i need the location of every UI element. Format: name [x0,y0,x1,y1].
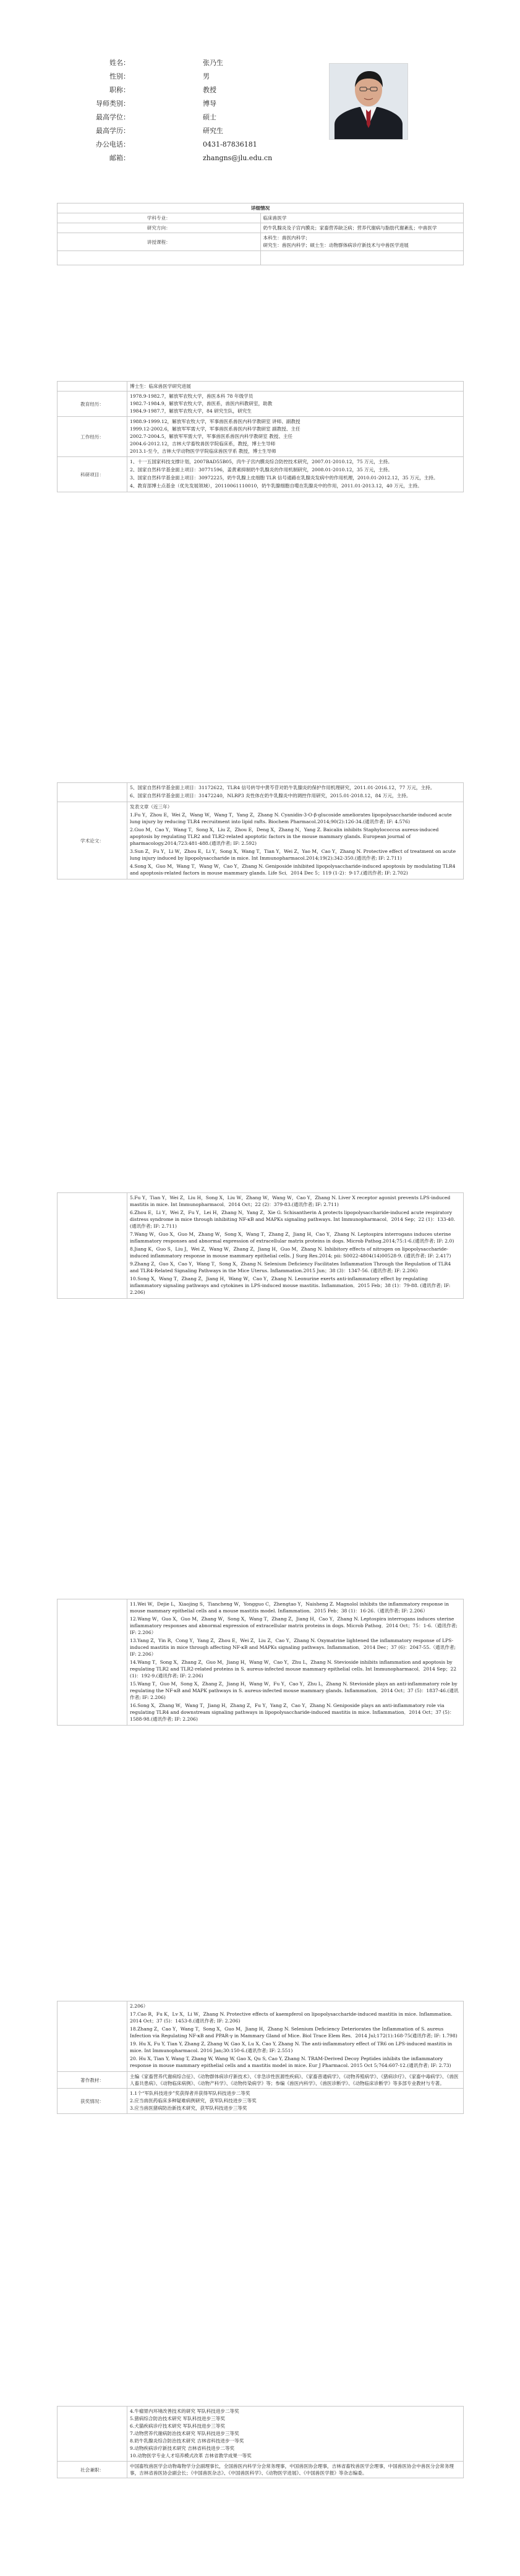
paper-item: 14.Wang T，Song X，Zhang Z，Guo M，Jiang H，Wang W，Cao Y，Zhu L，Zhang N. Stevioside inhibits inflammation and apoptosis by regulating TLR2 and TLR2-related proteins in S. aureus-infected mouse mammary epithelial cells. Int Immunopharmacol．2014 Sep；22 (1)：192-9.(通讯作者; IF: 2.206) [130,1659,457,1679]
research-value: 奶牛乳腺炎及子宫内膜炎；家畜营养缺乏病；营养代谢病与脂肪代谢紊乱；中兽医学 [260,223,464,233]
table-row [58,2462,464,2478]
award-line: 5.猪病综合防治技术研究 军队科技进步三等奖 [130,2416,225,2421]
papers-continued [127,1599,464,1726]
award-line: 8.奶牛乳腺炎综合防治技术研究 吉林省科技进步一等奖 [130,2438,244,2444]
papers-intro: 发表文章（近三年） [130,804,173,810]
profile-row [62,84,352,98]
social-value: 中国畜牧兽医学会动物毒物学分会副理事长，全国兽医内科学分会常务理事，中国兽医协会理事，吉林省畜牧兽医学会理事，中国兽医协会中兽医分会常务理事，吉林省兽医协会副会长；《中国兽医杂志》、《中国兽医科学》、《动物医学进展》、《中国兽医学报》等杂志编委。 [127,2462,464,2478]
detail-table-third [57,782,464,879]
paper-item: 3.Sun Z，Fu Y，Li W，Zhou E，Li Y，Song X，Wang T，Tian Y，Wei Z，Yao M，Cao Y，Zhang N. Protective effect of treatment on acute lung injury induced by lipopolysaccharide in mice. Int Immunopharmacol.2014;19(2):342-350.(通讯作者; IF: 2.711) [130,849,456,861]
detail-table-second [57,381,464,492]
papers-value [127,802,464,879]
table-row [58,1599,464,1726]
paper-item: 16.Song X，Zhang W，Wang T，Jiang H，Zhang Z，Fu Y，Yang Z，Cao Y，Zhang N. Geniposide plays an anti-inflammatory role via regulating TLR4 and downstream signaling pathways in lipopolysaccharide-induced mastitis in mice. Inflammation．2014 Oct；37 (5)：1588-98.(通讯作者; IF: 2.206) [130,1703,454,1722]
detail-table-fourth [57,1192,464,1299]
projects-label: 科研项目： [58,457,127,492]
table-row [58,457,464,492]
project-item: 3、国家自然科学基金面上项目：30972225，奶牛乳腺上皮细胞 TLR 信号通路在乳腺炎发病中的作用机理，2010.01-2012.12，35 万元，主持。 [130,475,438,481]
profile-value: 硕士 [203,113,216,121]
books-value: 主编《家畜营养代谢病综合征》、《动物群体病诊疗新技术》、《非急诊性医源性疾病》、《家畜普通病学》、《动物养殖病学》、《猪病诊疗》、《家畜中毒病学》、《兽医人畜共患病》、《动物临床病例》、《动物产科学》、《动物传染病学》等；参编《兽医内科学》、《兽医诊断学》、《动物临床诊断学》等多部专业教材与专著。 [127,2072,464,2089]
table-row [58,223,464,233]
table-row [58,802,464,879]
profile-photo [329,63,408,140]
paper-item: 7.Wang W，Guo X，Guo M，Zhang W，Song X，Wang T，Zhang Z，Jiang H，Cao Y，Zhang N. Leptospira interrogans induces uterine inflammatory responses and abnormal expression of extracellular matrix proteins in dogs. Microb Pathog.2014;75:1-6.(通讯作者; IF: 2.0) [130,1231,454,1244]
award-line: 1.1个“军队科技进步”奖获得者并获得军队科技进步二等奖 [130,2090,250,2096]
education-value [127,392,464,417]
paper-item: 10.Song X，Wang T，Zhang Z，Jiang H，Wang W，Cao Y，Zhang N. Leonurine exerts anti-inflammatory effect by regulating inflammatory signaling pathways and cytokines in LPS-induced mouse mastitis. Inflammation．2015 Feb；38 (1)：79-88. (通讯作者; IF: 2.206) [130,1276,451,1295]
profile-row [62,152,352,166]
project-item: 5、国家自然科学基金面上项目：31172622，TLR4 信号转导中黄芩苷对奶牛乳腺炎的保护作用机理研究，2011.01-2016.12，77 万元，主持。 [130,785,435,790]
profile-label: 最高学位： [96,113,130,121]
table-row [58,203,464,213]
projects-value [127,457,464,492]
profile-label: 性别： [109,72,130,80]
paper-item: 8.Jiang K，Guo S，Liu J，Wei Z，Wang W，Zhang Z，Jiang H，Guo M，Zhang N. Inhibitory effects of nitrogen on lipopolysaccharide-induced inflammatory response in mouse mammary epithelial cells. J Surg Res.2014; pii: S0022-4804(14)00528-9. (通讯作者; IF: 2.417) [130,1246,451,1259]
profile-email[interactable]: zhangns@jlu.edu.cn [203,154,273,162]
profile-value: 0431-87836181 [203,140,257,148]
papers-label: 学术论文： [58,802,127,879]
projects-continued [127,783,464,802]
table-row [58,213,464,223]
blank-label [58,1599,127,1726]
work-line: 1999.12-2002.6，解放军军需大学，军事兽医系兽医内科学教研室 副教授、主任 [130,426,300,432]
profile-row [62,71,352,84]
portrait-image [330,64,407,139]
table-row [58,392,464,417]
blank-label [58,783,127,802]
table-row [58,2407,464,2462]
discipline-label: 学科专业： [58,213,261,223]
blank-value [260,251,464,265]
detail-header: 详细情况 [58,203,464,213]
paper-item: 12.Wang W，Guo X，Guo M，Zhang W，Song X，Wang T，Zhang Z，Jiang H，Cao Y，Zhang N. Leptospira interrogans induces uterine inflammatory responses and abnormal expression of extracellular matrix proteins in dogs. Microb Pathog．2014 Oct；75：1-6.（通讯作者; IF: 2.206） [130,1616,458,1635]
project-item: 4、教育部博士点基金（优先发展领域），20110061110010，奶牛乳腺细胞自噬在乳腺炎中的作用，2011.01-2013.12，40 万元，主持。 [130,483,422,489]
blank-label [58,2407,127,2462]
table-row [58,251,464,265]
paper-item: 2.206） [130,2003,148,2009]
paper-item: 17.Cao R，Fu K，Lv X，Li W，Zhang N. Protective effects of kaempferol on lipopolysaccharide-induced mastitis in mice. Inflammation. 2014 Oct；37 (5)：1453-8.(通讯作者; IF: 2.206) [130,2011,453,2024]
paper-item: 19. Hu X, Fu Y, Tian Y, Zhang Z, Zhang W, Gao X, Lu X, Cao Y, Zhang N. The anti-inflammatory effect of TR6 on LPS-induced mastitis in mice. Int Immunopharmacol. 2016 Jan;30:150-6.(通讯作者; IF: 2.551) [130,2041,453,2053]
detail-table-fifth [57,1599,464,1726]
blank-label [58,382,127,392]
table-row [58,2089,464,2114]
detail-table-sixth [57,2001,464,2114]
education-line: 1984.9-1987.7，解放军农牧大学，84 研究生队，研究生 [130,408,252,414]
education-label: 教育经历： [58,392,127,417]
detail-table-top [57,203,464,265]
profile-label: 职称： [109,86,130,94]
paper-item: 4.Song X，Guo M，Wang T，Wang W，Cao Y，Zhang N. Geniposide inhibited lipopolysaccharide-induced apoptosis by modulating TLR4 and apoptosis-related factors in mouse mammary glands. Life Sci．2014 Dec 5；119 (1-2)：9-17.(通讯作者; IF: 2.702) [130,863,456,876]
award-line: 6.犬猫疾病诊疗技术研究 军队科技进步三等奖 [130,2423,225,2429]
table-row [58,382,464,392]
work-line: 2013.1-至今，吉林大学动物医学学院临床兽医学系 教授，博士生导师 [130,448,276,454]
profile-value: 张乃生 [203,59,223,67]
award-line: 7.动物营养代谢病防治技术研究 军队科技进步三等奖 [130,2431,239,2436]
profile-value: 男 [203,72,210,80]
profile-label: 最高学历： [96,127,130,135]
blank-label [58,1193,127,1299]
paper-item: 11.Wei W，Dejie L，Xiaojing S，Tiancheng W，Yongguo C，Zhengtao Y，Naisheng Z. Magnolol inhibits the inflammatory response in mouse mammary epithelial cells and a mouse mastitis model. Inflammation．2015 Feb；38 (1)：16-26.（通讯作者; IF: 2.206） [130,1601,449,1614]
work-label: 工作经历： [58,417,127,457]
award-line: 2.应当兽医药临床多种疑难病例研究，获军队科技进步三等奖 [130,2098,257,2103]
profile-label: 姓名： [109,59,130,67]
detail-table-seventh [57,2406,464,2478]
project-item: 2、国家自然科学基金面上项目：30771596，姜黄素抑制奶牛乳腺炎的作用机制研究，2008.01-2010.12，35 万元，主持。 [130,467,393,473]
award-line: 3.应当兽医猪病防治新技术研究，获军队科技进步三等奖 [130,2105,247,2111]
work-line: 2002.7-2004.5，解放军军需大学，军事兽医系兽医内科学教研室 教授、主任 [130,434,293,439]
table-row [58,2001,464,2072]
table-row [58,1193,464,1299]
paper-item: 1.Fu Y，Zhou E，Wei Z，Wang W，Wang T，Yang Z，Zhang N. Cyanidin-3-O-β-glucoside ameliorates lipopolysaccharide-induced acute lung injury by reducing TLR4 recruitment into lipid rafts. Biochem Pharmacol.2014;90(2):126-34.(通讯作者; IF: 4.576) [130,812,452,824]
work-line: 1988.9-1999.12，解放军农牧大学，军事兽医系兽医内科学教研室 讲师、副教授 [130,419,300,424]
table-row [58,783,464,802]
social-label: 社会兼职： [58,2462,127,2478]
discipline-value: 临床兽医学 [260,213,464,223]
paper-item: 5.Fu Y，Tian Y，Wei Z，Liu H，Song X，Liu W，Zhang W，Wang W，Cao Y，Zhang N. Liver X receptor agonist prevents LPS-induced mastitis in mice. Int Immunopharmacol．2014 Oct；22 (2)：379-83.(通讯作者; IF: 2.711) [130,1195,451,1207]
books-label: 著作教材： [58,2072,127,2089]
courses-value [260,233,464,251]
paper-item: 9.Zhang Z，Guo X，Cao Y，Wang T，Song X，Zhang N. Selenium Deficiency Facilitates Inflammation Through the Regulation of TLR4 and TLR4-Related Signaling Pathways in the Mice Uterus. Inflammation.2015 Jun；38 (3)：1347-56. (通讯作者; IF: 2.206) [130,1261,451,1273]
profile-row [62,125,352,139]
papers-continued [127,2001,464,2072]
papers-continued [127,1193,464,1299]
profile-label: 邮箱： [109,154,130,162]
profile-label: 办公电话： [96,140,130,148]
table-row [58,417,464,457]
research-label: 研究方向： [58,223,261,233]
paper-item: 18.Zhang Z，Cao Y，Wang T，Song X，Guo M，Jiang H，Zhang N. Selenium Deficiency Deteriorates the Inflammation of S. aureus Infection via Regulating NF-κB and PPAR-γ in Mammary Gland of Mice. Biol Trace Elem Res．2014 Jul;172(1):168-75(通讯作者; IF: 1.798) [130,2026,458,2039]
course-line: 研究生：兽医内科学；硕士生：动物群体病诊疗新技术与中兽医学进展 [263,242,409,248]
awards-value [127,2089,464,2114]
award-line: 9.动物疾病诊疗新技术研究 吉林省科技进步二等奖 [130,2445,235,2451]
blank-label [58,2001,127,2072]
profile-value: 研究生 [203,127,223,135]
project-item: 6、国家自然科学基金面上项目：31472240，NLRP3 炎性体在奶牛乳腺炎中的调控作用研究，2015.01-2018.12，84 万元，主持。 [130,793,411,798]
profile-row [62,57,352,71]
profile-value: 教授 [203,86,216,94]
awards-label: 获奖情况： [58,2089,127,2114]
project-item: 1、十一五国家科技支撑计划，2007BAD55B05，肉牛子宫内膜炎综合防控技术研究，2007.01-2010.12，75 万元，主持。 [130,459,393,464]
work-line: 2004.6-2012.12，吉林大学畜牧兽医学院临床系，教授，博士生导师 [130,441,276,447]
course-line: 本科生：兽医内科学； [263,235,310,241]
table-row [58,2072,464,2089]
profile-row [62,139,352,152]
paper-item: 6.Zhou E，Li Y，Wei Z，Fu Y，Lei H，Zhang N，Yang Z，Xie G. Schisantherin A protects lipopolysaccharide-induced acute respiratory distress syndrome in mice through inhibiting NF-κB and MAPKs signaling pathways. Int Immunopharmacol．2014 Sep；22 (1)：133-40.(通讯作者; IF: 2.711) [130,1210,456,1229]
paper-item: 15.Wang T，Guo M，Song X，Zhang Z，Jiang H，Wang W，Fu Y，Cao Y，Zhu L，Zhang N. Stevioside plays an anti-inflammatory role by regulating the NF-κB and MAPK pathways in S. aureus-infected mouse mammary glands. Inflammation．2014 Oct；37 (5)：1837-46.(通讯作者; IF: 2.206) [130,1681,459,1700]
profile-row [62,111,352,125]
profile-value: 博导 [203,100,216,108]
education-line: 1978.9-1982.7，解放军农牧大学，兽医本科 78 年级学员 [130,393,254,399]
profile-info [62,57,352,166]
award-line: 4.牛瘤胃内环境改善技术的研究 军队科技进步二等奖 [130,2408,239,2414]
section2-intro: 博士生：临床兽医学研究进展 [127,382,464,392]
paper-item: 2.Guo M，Cao Y，Wang T，Song X，Liu Z，Zhou E，Deng X，Zhang N，Yang Z. Baicalin inhibits Staphylococcus aureus-induced apoptosis by regulating TLR2 and TLR2-related apoptotic factors in the mouse mammary glands. European journal of pharmacology.2014;723:481-488.(通讯作者; IF: 2.592) [130,827,439,846]
profile-label: 导师类别： [96,100,130,108]
paper-item: 20. Hu X, Tian Y, Wang T, Zhang W, Wang W, Gao X, Qu S, Cao Y, Zhang N. TRAM-Derived Decoy Peptides inhibits the inflammatory response in mouse mammary epithelial cells and a mastitis model in mice. Eur J Pharmacol. 2015 Oct 5;764:607-12.(通讯作者; IF: 2.73) [130,2056,451,2068]
education-line: 1982.7-1984.9，解放军农牧大学，兽医系，兽医内科教研室，助教 [130,401,273,406]
work-value [127,417,464,457]
awards-continued [127,2407,464,2462]
paper-item: 13.Yang Z，Yin R，Cong Y，Yang Z，Zhou E，Wei Z，Liu Z，Cao Y，Zhang N. Oxymatrine lightened the inflammatory response of LPS-induced mastitis in mice through affecting NF-κB and MAPKs signaling pathways. Inflammation．2014 Dec；37 (6)：2047-55.（通讯作者; IF: 2.206） [130,1638,456,1657]
table-row [58,233,464,251]
award-line: 10.动物医学专业人才培养模式改革 吉林省教学成果一等奖 [130,2453,252,2458]
profile-row [62,98,352,111]
courses-label: 讲授课程： [58,233,261,251]
blank-label [58,251,261,265]
